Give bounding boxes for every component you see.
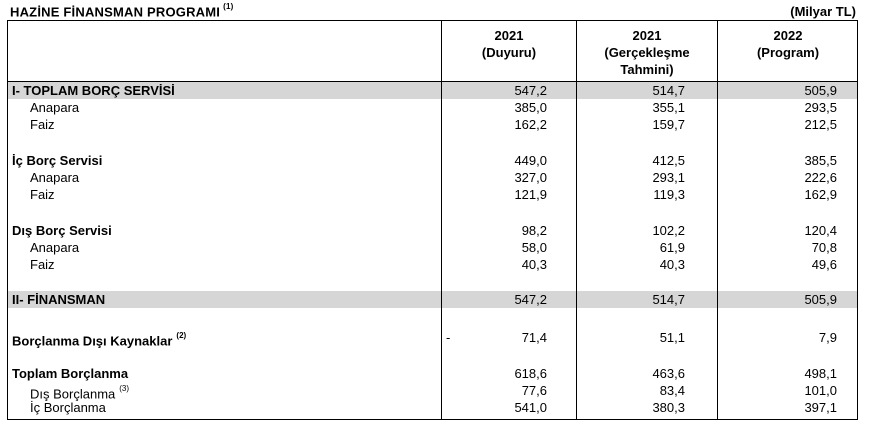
row-label: Toplam Borçlanma	[12, 366, 129, 381]
row-label: Faiz	[30, 117, 55, 132]
cell-2021-estimate: 463,6	[652, 366, 685, 381]
column-divider-2	[576, 21, 577, 419]
cell-2022-program: 505,9	[804, 292, 837, 307]
table-row	[8, 256, 857, 273]
cell-2022-program: 293,5	[804, 100, 837, 115]
table-row	[8, 399, 857, 416]
table-row	[8, 152, 857, 169]
cell-2021-estimate: 355,1	[652, 100, 685, 115]
cell-2022-program: 70,8	[811, 240, 837, 255]
cell-2022-program: 498,1	[804, 366, 837, 381]
table-row	[8, 239, 857, 256]
cell-2021-estimate: 83,4	[659, 383, 685, 398]
column-divider-1	[441, 21, 442, 419]
cell-2021-announced: 449,0	[514, 153, 547, 168]
cell-2022-program: 120,4	[804, 223, 837, 238]
cell-2022-program: 222,6	[804, 170, 837, 185]
table-row	[8, 116, 857, 133]
cell-2021-announced: 547,2	[514, 292, 547, 307]
cell-2021-estimate: 40,3	[659, 257, 685, 272]
cell-2021-announced: 40,3	[521, 257, 547, 272]
table-row	[8, 365, 857, 382]
cell-2022-program: 385,5	[804, 153, 837, 168]
table-row	[8, 222, 857, 239]
table-row	[8, 169, 857, 186]
row-label: Anapara	[30, 240, 80, 255]
cell-2021-announced: 58,0	[521, 240, 547, 255]
cell-2021-announced: 385,0	[514, 100, 547, 115]
cell-2021-estimate: 412,5	[652, 153, 685, 168]
cell-2021-estimate: 514,7	[652, 83, 685, 98]
cell-2021-announced: 327,0	[514, 170, 547, 185]
column-divider-3	[717, 21, 718, 419]
cell-2022-program: 505,9	[804, 83, 837, 98]
cell-2021-estimate: 61,9	[659, 240, 685, 255]
unit-label: (Milyar TL)	[790, 4, 856, 19]
cell-2022-program: 397,1	[804, 400, 837, 415]
row-label: Faiz	[30, 187, 55, 202]
table-title: HAZİNE FİNANSMAN PROGRAMI $^{(1)}$	[10, 2, 234, 20]
column-header-2022-program: 2022 (Program)	[756, 28, 820, 60]
row-label: Borçlanma Dışı Kaynaklar $^{(2)}$	[12, 331, 187, 349]
table-row	[8, 291, 857, 308]
row-label: Anapara	[30, 170, 80, 185]
row-label: Dış Borç Servisi	[12, 223, 112, 238]
cell-2021-announced: 547,2	[514, 83, 547, 98]
footnote-marker: (2)	[176, 331, 187, 340]
table-row	[8, 99, 857, 116]
cell-2021-estimate: 514,7	[652, 292, 685, 307]
cell-2022-program: 212,5	[804, 117, 837, 132]
row-label: Faiz	[30, 257, 55, 272]
cell-2022-program: 49,6	[811, 257, 837, 272]
cell-2021-announced: 71,4	[521, 330, 547, 345]
table-row	[8, 82, 857, 99]
column-header-2021-announced: 2021 (Duyuru)	[481, 28, 537, 60]
cell-2021-estimate: 102,2	[652, 223, 685, 238]
table-row	[8, 186, 857, 203]
cell-2021-estimate: 380,3	[652, 400, 685, 415]
cell-2021-announced: 77,6	[521, 383, 547, 398]
table-row	[8, 382, 857, 402]
cell-2022-program: 162,9	[804, 187, 837, 202]
footnote-marker: (3)	[119, 384, 130, 393]
table-row	[8, 329, 857, 349]
column-header-2021-estimate: 2021 (Gerçekleşme Tahmini)	[604, 28, 690, 77]
title-footnote-marker: (1)	[223, 2, 234, 11]
row-label: I- TOPLAM BORÇ SERVİSİ	[12, 83, 175, 98]
cell-2021-estimate: 293,1	[652, 170, 685, 185]
finance-table	[7, 20, 858, 420]
cell-2021-announced: 98,2	[521, 223, 547, 238]
cell-2021-announced: 541,0	[514, 400, 547, 415]
dash-mark: -	[446, 330, 451, 345]
cell-2021-announced: 618,6	[514, 366, 547, 381]
cell-2021-announced: 162,2	[514, 117, 547, 132]
row-label: Dış Borçlanma $^{(3)}$	[30, 384, 130, 402]
row-label: II- FİNANSMAN	[12, 292, 106, 307]
row-label: İç Borç Servisi	[12, 153, 103, 168]
row-label: İç Borçlanma	[30, 400, 106, 415]
cell-2022-program: 7,9	[818, 330, 837, 345]
cell-2021-estimate: 119,3	[653, 187, 685, 202]
row-label: Anapara	[30, 100, 80, 115]
cell-2022-program: 101,0	[804, 383, 837, 398]
cell-2021-estimate: 159,7	[652, 117, 685, 132]
cell-2021-estimate: 51,1	[659, 330, 685, 345]
cell-2021-announced: 121,9	[514, 187, 547, 202]
